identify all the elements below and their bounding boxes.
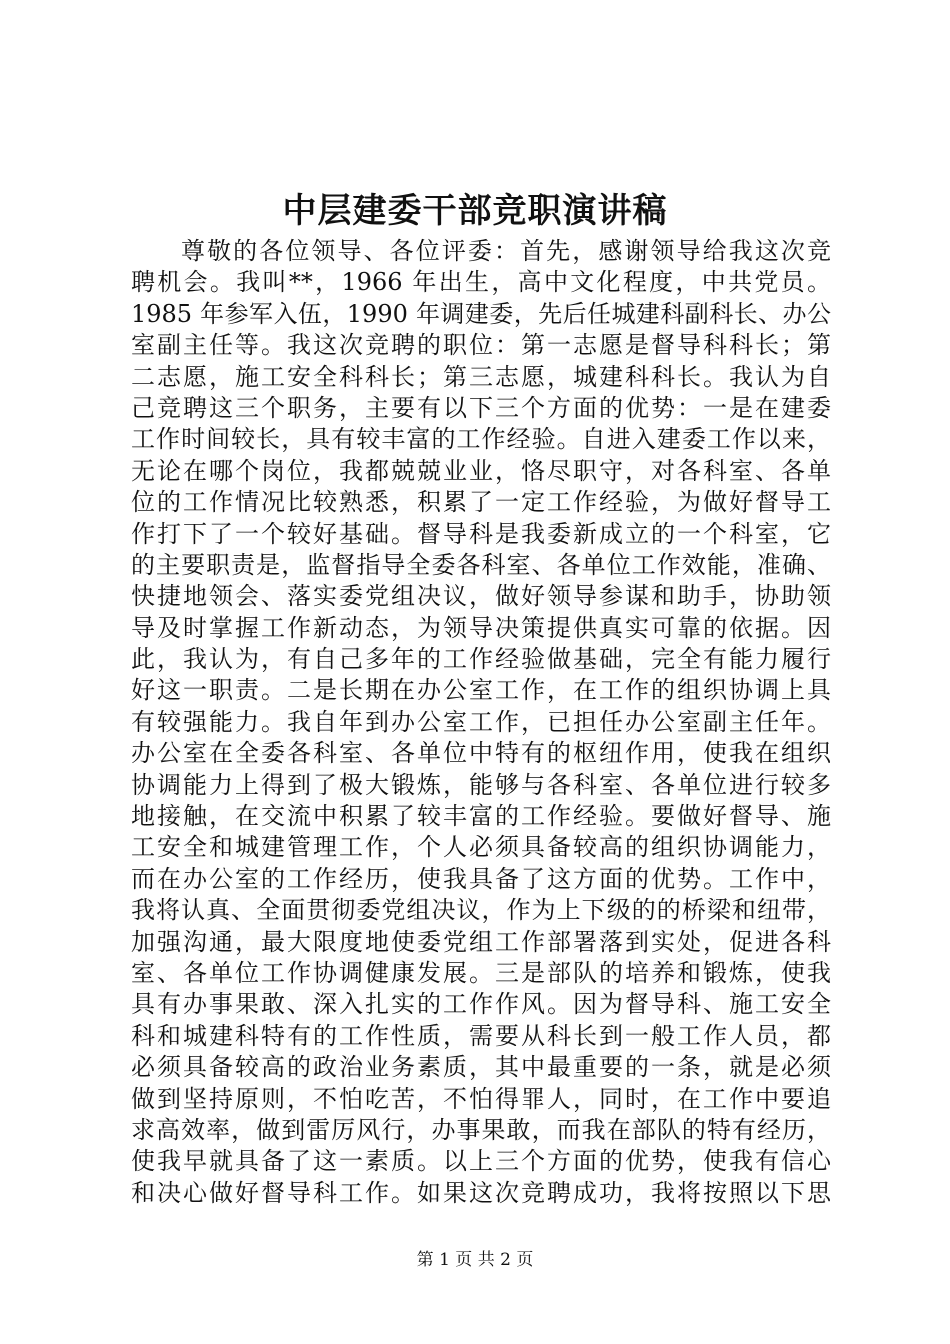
paragraph-line: 好这一职责。二是长期在办公室工作，在工作的组织协调上具 — [131, 676, 831, 705]
paragraph-line: 我将认真、全面贯彻委党组决议，作为上下级的的桥梁和纽带， — [131, 896, 831, 925]
paragraph-line: 聘机会。我叫**，1966 年出生，高中文化程度，中共党员。 — [131, 268, 831, 297]
paragraph-line: 工作时间较长，具有较丰富的工作经验。自进入建委工作以来， — [131, 425, 831, 454]
document-title: 中层建委干部竞职演讲稿 — [282, 191, 668, 231]
paragraph-line: 工安全和城建管理工作，个人必须具备较高的组织协调能力， — [131, 833, 831, 862]
paragraph-line: 使我早就具备了这一素质。以上三个方面的优势，使我有信心 — [131, 1147, 831, 1176]
paragraph-line: 无论在哪个岗位，我都兢兢业业，恪尽职守，对各科室、各单 — [131, 456, 831, 485]
paragraph-line: 和决心做好督导科工作。如果这次竞聘成功，我将按照以下思 — [131, 1178, 831, 1207]
paragraph-line: 室、各单位工作协调健康发展。三是部队的培养和锻炼，使我 — [131, 958, 831, 987]
paragraph-line: 而在办公室的工作经历，使我具备了这方面的优势。工作中， — [131, 864, 831, 893]
paragraph-line: 地接触，在交流中积累了较丰富的工作经验。要做好督导、施 — [131, 802, 831, 831]
paragraph-line: 1985 年参军入伍，1990 年调建委，先后任城建科副科长、办公 — [131, 299, 831, 328]
paragraph-line: 必须具备较高的政治业务素质，其中最重要的一条，就是必须 — [131, 1053, 831, 1082]
paragraph-line: 此，我认为，有自己多年的工作经验做基础，完全有能力履行 — [131, 645, 831, 674]
paragraph-line: 尊敬的各位领导、各位评委：首先，感谢领导给我这次竞 — [181, 237, 831, 265]
page-number-footer: 第 1 页 共 2 页 — [416, 1250, 534, 1270]
paragraph-line: 作打下了一个较好基础。督导科是我委新成立的一个科室，它 — [131, 519, 831, 548]
paragraph-line: 办公室在全委各科室、各单位中特有的枢纽作用，使我在组织 — [131, 739, 831, 768]
paragraph-line: 二志愿，施工安全科科长；第三志愿，城建科科长。我认为自 — [131, 362, 831, 391]
paragraph-line: 加强沟通，最大限度地使委党组工作部署落到实处，促进各科 — [131, 927, 831, 956]
document-body — [131, 236, 831, 1209]
paragraph-line: 位的工作情况比较熟悉，积累了一定工作经验，为做好督导工 — [131, 488, 831, 517]
paragraph-line: 协调能力上得到了极大锻炼，能够与各科室、各单位进行较多 — [131, 770, 831, 799]
paragraph-line: 的主要职责是，监督指导全委各科室、各单位工作效能，准确、 — [131, 550, 831, 579]
paragraph-line: 求高效率，做到雷厉风行，办事果敢，而我在部队的特有经历， — [131, 1115, 831, 1144]
paragraph-line: 己竞聘这三个职务，主要有以下三个方面的优势：一是在建委 — [131, 393, 831, 422]
paragraph-line: 有较强能力。我自年到办公室工作，已担任办公室副主任年。 — [131, 707, 831, 736]
paragraph-line: 科和城建科特有的工作性质，需要从科长到一般工作人员，都 — [131, 1021, 831, 1050]
paragraph-line: 快捷地领会、落实委党组决议，做好领导参谋和助手，协助领 — [131, 582, 831, 611]
paragraph-line: 具有办事果敢、深入扎实的工作作风。因为督导科、施工安全 — [131, 990, 831, 1019]
paragraph-line: 室副主任等。我这次竞聘的职位：第一志愿是督导科科长；第 — [131, 331, 831, 360]
paragraph-line: 做到坚持原则，不怕吃苦，不怕得罪人，同时，在工作中要追 — [131, 1084, 831, 1113]
paragraph-line: 导及时掌握工作新动态，为领导决策提供真实可靠的依据。因 — [131, 613, 831, 642]
